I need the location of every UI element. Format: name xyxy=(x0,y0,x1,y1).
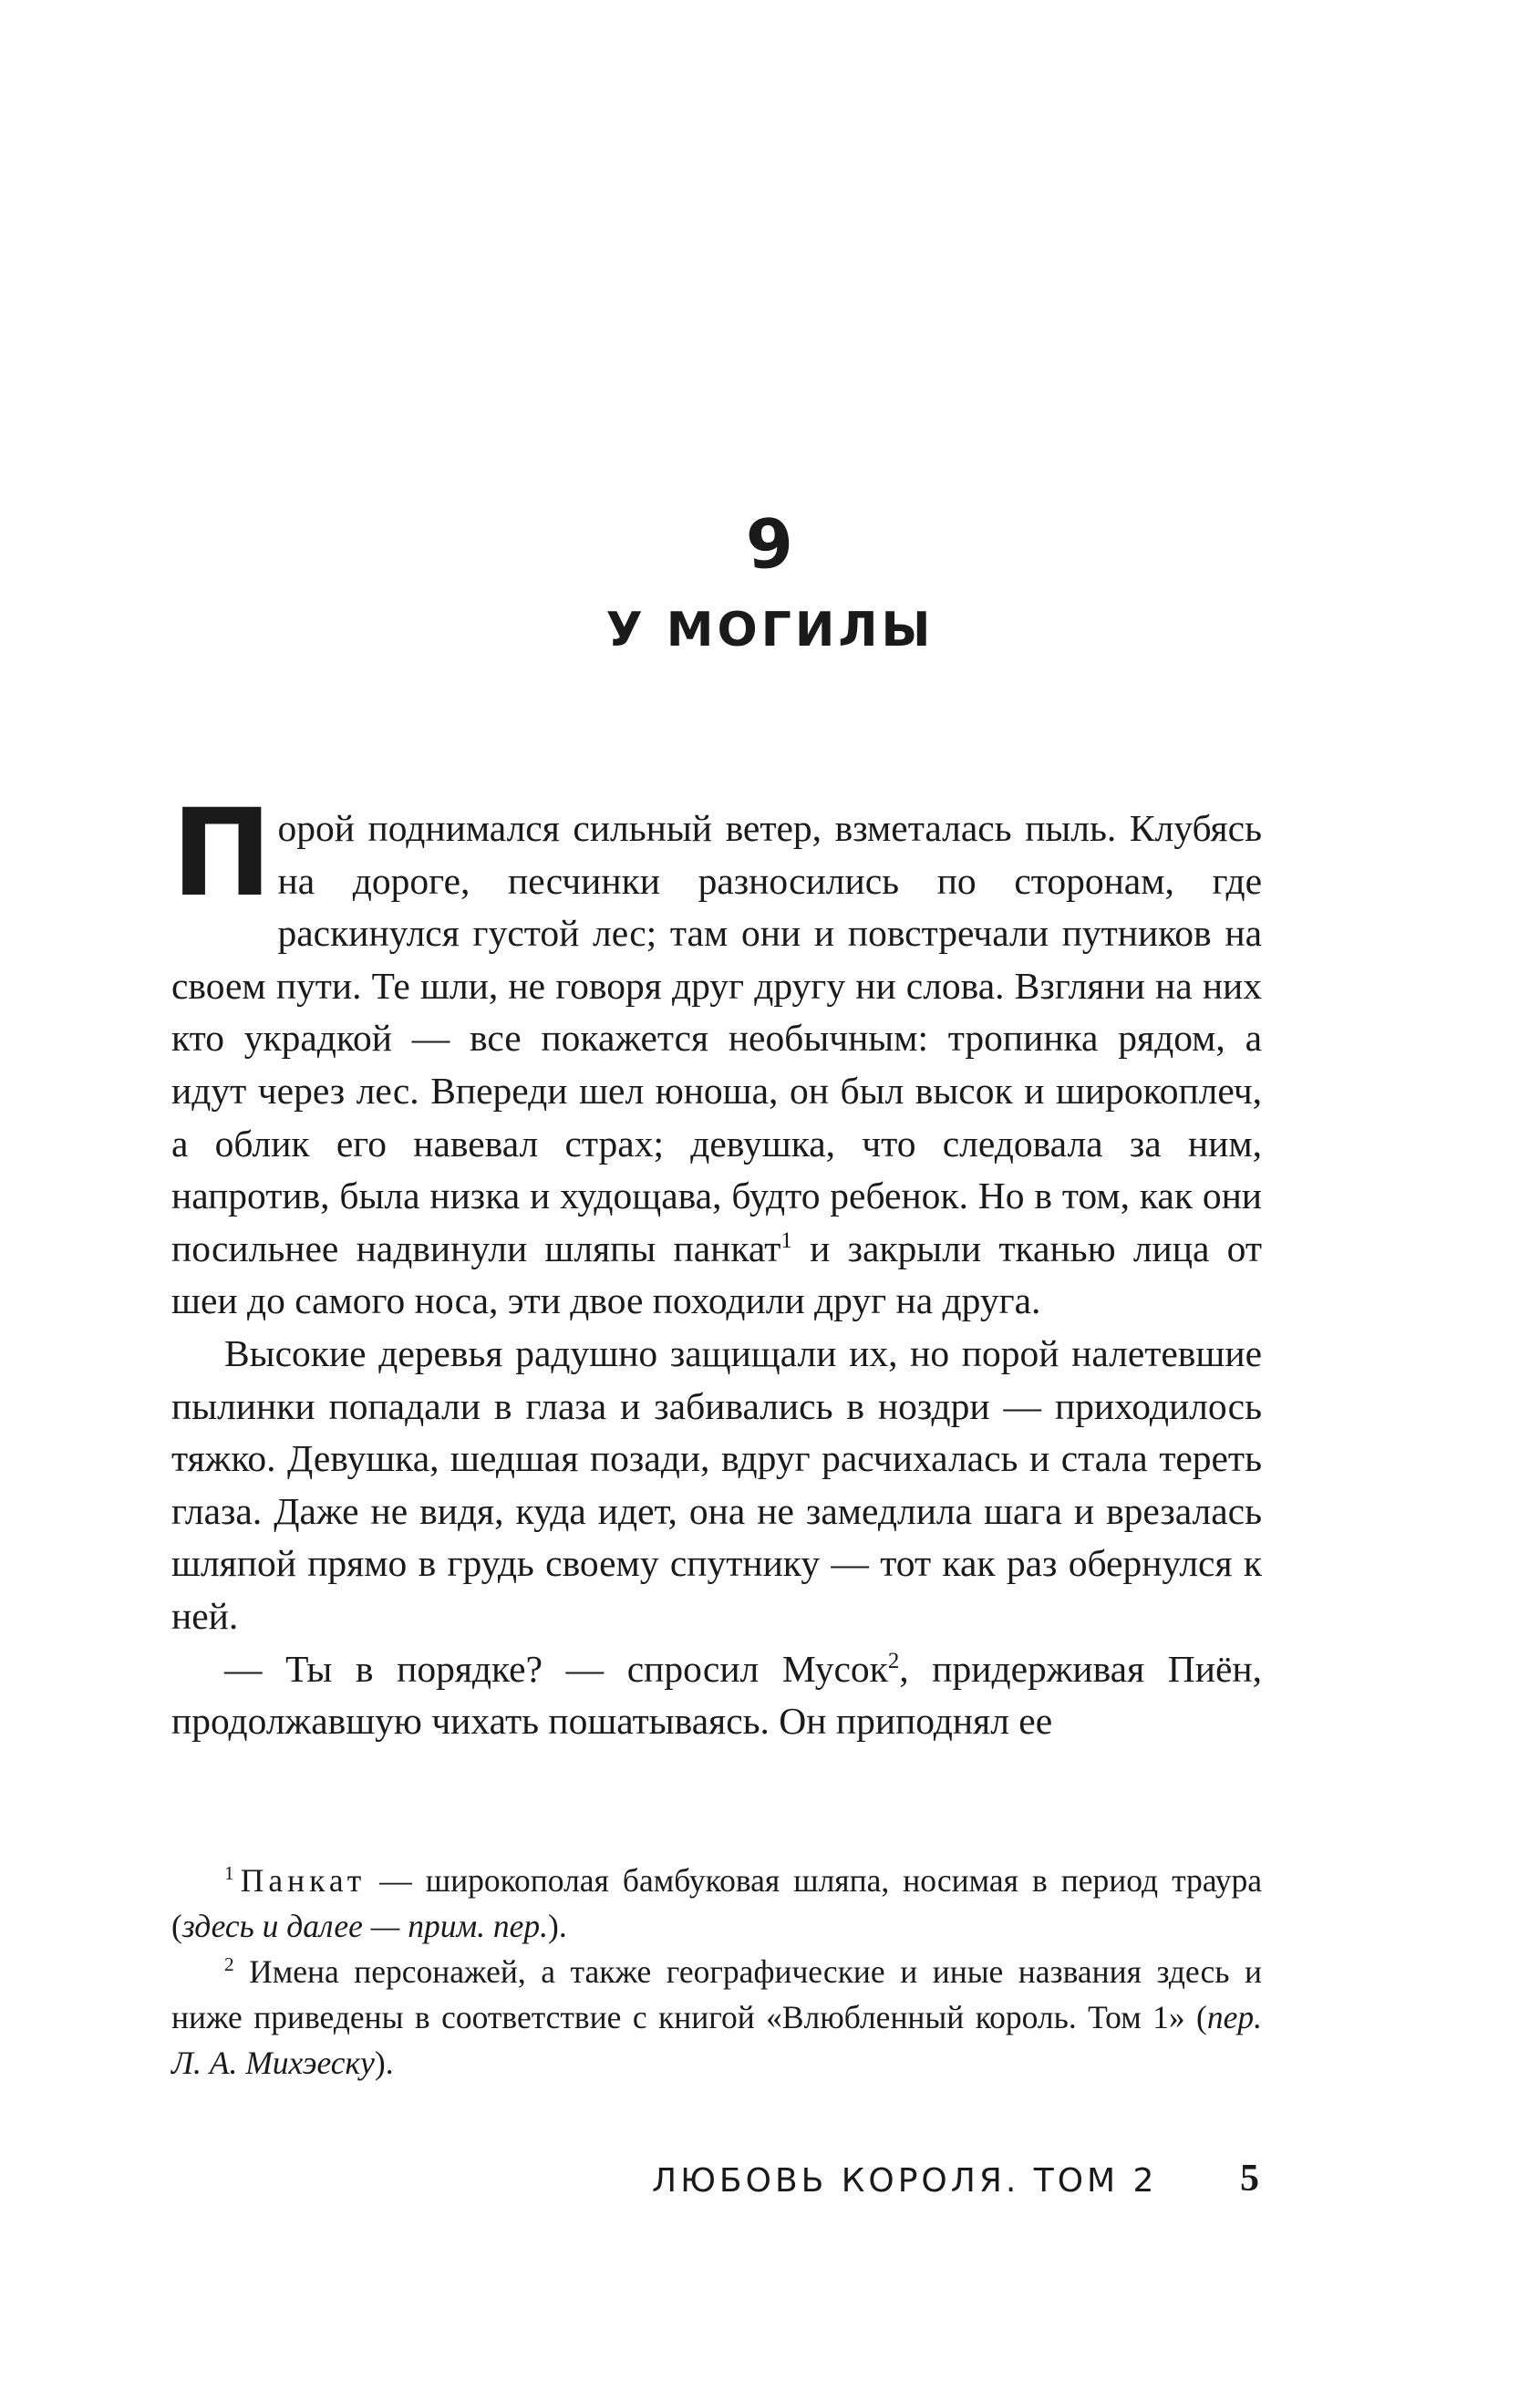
footnote-2-number: 2 xyxy=(224,1953,234,1976)
running-title: ЛЮБОВЬ КОРОЛЯ. ТОМ 2 xyxy=(652,2162,1158,2200)
paragraph-3 xyxy=(171,1643,1262,1748)
footnote-1 xyxy=(171,1858,1262,1949)
body-text xyxy=(171,783,1262,1748)
paragraph-1-text-a: орой поднимался сильный ветер, взметалась пыль. Клубясь на дороге, песчинки разносились по сторонам, где раскинулся густой лес; там они и повстречали путников на своем пути. Те шли, не говоря друг другу ни слова. Взгляни на них кто украдкой — все покажется необычным: тропинка рядом, а идут через лес. Впереди шел юноша, он был высок и широкоплеч, а облик его навевал страх; девушка, что следовала за ним, напротив, была низка и худощава, будто ребенок. Но в том, как они посильнее надвинули шляпы панкат xyxy=(171,807,1262,1269)
footnote-2-end: ). xyxy=(374,2045,394,2081)
footnote-2-text: Имена персонажей, а также географические и иные названия здесь и ниже приведены в соответствие с книгой «Влюбленный король. Том 1» ( xyxy=(171,1953,1262,2035)
footnote-1-number: 1 xyxy=(224,1862,234,1885)
footnote-ref-1[interactable]: 1 xyxy=(780,1227,792,1253)
drop-cap: П xyxy=(171,783,273,924)
footnote-2 xyxy=(171,1949,1262,2086)
paragraph-2: Высокие деревья радушно защищали их, но порой налетевшие пылинки попадали в глаза и забивались в ноздри — приходилось тяжко. Девушка, шедшая позади, вдруг расчихалась и стала тереть глаза. Даже не видя, куда идет, она не замедлила шага и врезалась шляпой прямо в грудь своему спутнику — тот как раз обернулся к ней. xyxy=(171,1331,1262,1637)
footnotes xyxy=(171,1858,1262,2086)
footnote-1-italic: здесь и далее — прим. пер. xyxy=(181,1908,548,1944)
paragraph-3-text-b: , придерживая Пиён, продолжавшую чихать пошатываясь. Он приподнял ее xyxy=(171,1647,1262,1743)
chapter-number: 9 xyxy=(743,503,796,585)
footnote-1-term: Панкат xyxy=(240,1862,367,1899)
footnote-ref-2[interactable]: 2 xyxy=(887,1648,900,1673)
paragraph-1 xyxy=(171,783,1262,1328)
page-number: 5 xyxy=(1240,2158,1259,2200)
footnote-2-italic: пер. Л. А. Михэеску xyxy=(171,1999,1262,2081)
paragraph-1-text-b: и закрыли тканью лица от шеи до самого носа, эти двое походили друг на друга. xyxy=(171,1227,1262,1322)
footnote-1-end: ). xyxy=(548,1908,567,1944)
chapter-title: У МОГИЛЫ xyxy=(605,603,935,658)
footnote-1-text: — широкополая бамбуковая шляпа, носимая в период траура ( xyxy=(171,1862,1262,1944)
paragraph-3-text-a: — Ты в порядке? — спросил Мусок xyxy=(224,1647,888,1690)
